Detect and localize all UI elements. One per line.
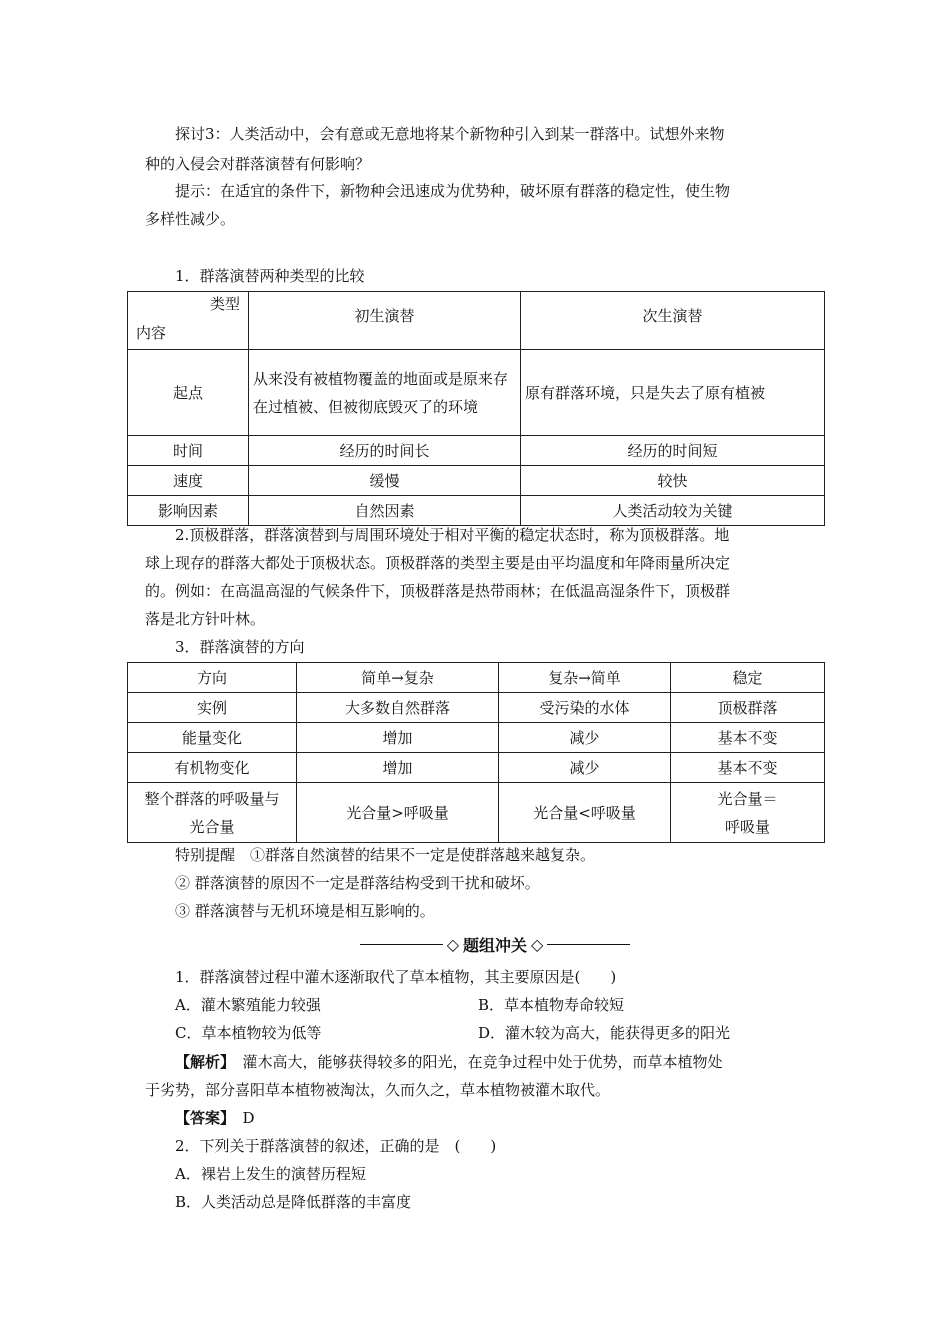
row-label: 时间: [128, 436, 249, 466]
table-cell: 减少: [499, 723, 671, 753]
banner-rule-left: [360, 944, 443, 945]
q2-option-b: B．人类活动总是降低群落的丰富度: [175, 1193, 412, 1211]
succession-comparison-table: [127, 291, 825, 526]
table-cell: 基本不变: [671, 723, 825, 753]
table-cell: 增加: [297, 723, 499, 753]
table-row: [128, 783, 825, 843]
cell-secondary: 经历的时间短: [521, 436, 825, 466]
table-cell: 减少: [499, 753, 671, 783]
banner-rule-right: [547, 944, 630, 945]
table-row: [128, 723, 825, 753]
q1-option-b: B．草本植物寿命较短: [478, 996, 625, 1014]
q1-stem: 1．群落演替过程中灌木逐渐取代了草本植物，其主要原因是( ): [175, 968, 617, 986]
succession-direction-table: [127, 662, 825, 843]
q1-option-c: C．草本植物较为低等: [175, 1024, 322, 1042]
q1-options-row2: [175, 1018, 825, 1048]
cell-primary: 经历的时间长: [249, 436, 521, 466]
col-header-primary: 初生演替: [249, 292, 521, 350]
header-cell: 复杂→简单: [499, 663, 671, 693]
table-cell: 顶极群落: [671, 693, 825, 723]
discussion-hint-line1: 提示：在适宜的条件下，新物种会迅速成为优势种，破坏原有群落的稳定性，使生物: [175, 182, 731, 200]
discussion-question-line1: 探讨3：人类活动中，会有意或无意地将某个新物种引入到某一群落中。试想外来物: [175, 125, 725, 143]
q1-answer: [175, 1103, 825, 1133]
discussion-question-line2: 种的入侵会对群落演替有何影响？: [145, 155, 371, 173]
q1-analysis-line1: [175, 1047, 825, 1077]
table-cell: 增加: [297, 753, 499, 783]
row-label: 实例: [128, 693, 297, 723]
table-row: [128, 466, 825, 496]
row-label: [128, 783, 297, 843]
row-label: 起点: [128, 350, 249, 436]
cell-secondary: 原有群落环境，只是失去了原有植被: [521, 350, 825, 436]
header-type-label: 类型: [209, 295, 240, 313]
row-label: 速度: [128, 466, 249, 496]
col-header-secondary: 次生演替: [521, 292, 825, 350]
table-cell: [671, 783, 825, 843]
q1-options-row1: [175, 990, 825, 1020]
row-label-line2: 光合量: [189, 817, 235, 836]
special-note-2: ② 群落演替的原因不一定是群落结构受到干扰和破坏。: [175, 874, 540, 892]
discussion-hint-line2: 多样性减少。: [145, 210, 236, 228]
row-label: 影响因素: [128, 496, 249, 526]
answer-text: D: [227, 1109, 255, 1127]
diamond-icon: ◇: [446, 934, 459, 954]
header-cell: 稳定: [671, 663, 825, 693]
cell-line2: 呼吸量: [724, 817, 770, 836]
section2-line1: 2.顶极群落，群落演替到与周围环境处于相对平衡的稳定状态时，称为顶极群落。地: [175, 526, 730, 544]
q1-analysis-line2: 于劣势，部分喜阳草本植物被淘汰，久而久之，草本植物被灌木取代。: [145, 1081, 611, 1099]
section3-title: 3．群落演替的方向: [175, 638, 305, 656]
table-cell: 基本不变: [671, 753, 825, 783]
table-cell: 光合量>呼吸量: [297, 783, 499, 843]
header-content-label: 内容: [136, 324, 167, 342]
row-label: 能量变化: [128, 723, 297, 753]
cell-secondary: 人类活动较为关键: [521, 496, 825, 526]
cell-primary: 缓慢: [249, 466, 521, 496]
special-note-3: ③ 群落演替与无机环境是相互影响的。: [175, 902, 435, 920]
cell-primary: 自然因素: [249, 496, 521, 526]
section2-line4: 落是北方针叶林。: [145, 610, 266, 628]
section1-title: 1．群落演替两种类型的比较: [175, 267, 365, 285]
special-note-1: 特别提醒 ①群落自然演替的结果不一定是使群落越来越复杂。: [175, 846, 596, 864]
analysis-text: 灌木高大，能够获得较多的阳光，在竞争过程中处于优势，而草本植物处: [227, 1053, 723, 1071]
row-label-line1: 整个群落的呼吸量与: [144, 789, 280, 808]
table-cell: 光合量<呼吸量: [499, 783, 671, 843]
header-cell: 简单→复杂: [297, 663, 499, 693]
table-cell: 受污染的水体: [499, 693, 671, 723]
section2-line2: 球上现存的群落大都处于顶极状态。顶极群落的类型主要是由平均温度和年降雨量所决定: [145, 554, 731, 572]
cell-secondary: 较快: [521, 466, 825, 496]
table-row: [128, 693, 825, 723]
table-row: [128, 292, 825, 350]
section2-line3: 的。例如：在高温高湿的气候条件下，顶极群落是热带雨林；在低温高湿条件下，顶极群: [145, 582, 731, 600]
diagonal-header-cell: [128, 292, 249, 350]
table-row: [128, 436, 825, 466]
banner-title: 题组冲关: [463, 935, 528, 955]
q1-option-d: D．灌木较为高大，能获得更多的阳光: [478, 1024, 731, 1042]
cell-line1: 光合量＝: [717, 789, 778, 808]
table-row: [128, 753, 825, 783]
cell-primary: 从来没有被植物覆盖的地面或是原来存在过植被、但被彻底毁灭了的环境: [249, 350, 521, 436]
table-row: [128, 350, 825, 436]
row-label: 有机物变化: [128, 753, 297, 783]
header-cell: 方向: [128, 663, 297, 693]
q2-option-a: A．裸岩上发生的演替历程短: [175, 1165, 366, 1183]
diamond-icon: ◇: [531, 934, 544, 954]
analysis-tag: 【解析】: [175, 1053, 228, 1071]
section-banner: [360, 930, 630, 958]
table-cell: 大多数自然群落: [297, 693, 499, 723]
table-row: [128, 663, 825, 693]
answer-tag: 【答案】: [175, 1109, 228, 1127]
q2-stem: 2．下列关于群落演替的叙述，正确的是 ( ): [175, 1137, 497, 1155]
q1-option-a: A．灌木繁殖能力较强: [175, 996, 321, 1014]
